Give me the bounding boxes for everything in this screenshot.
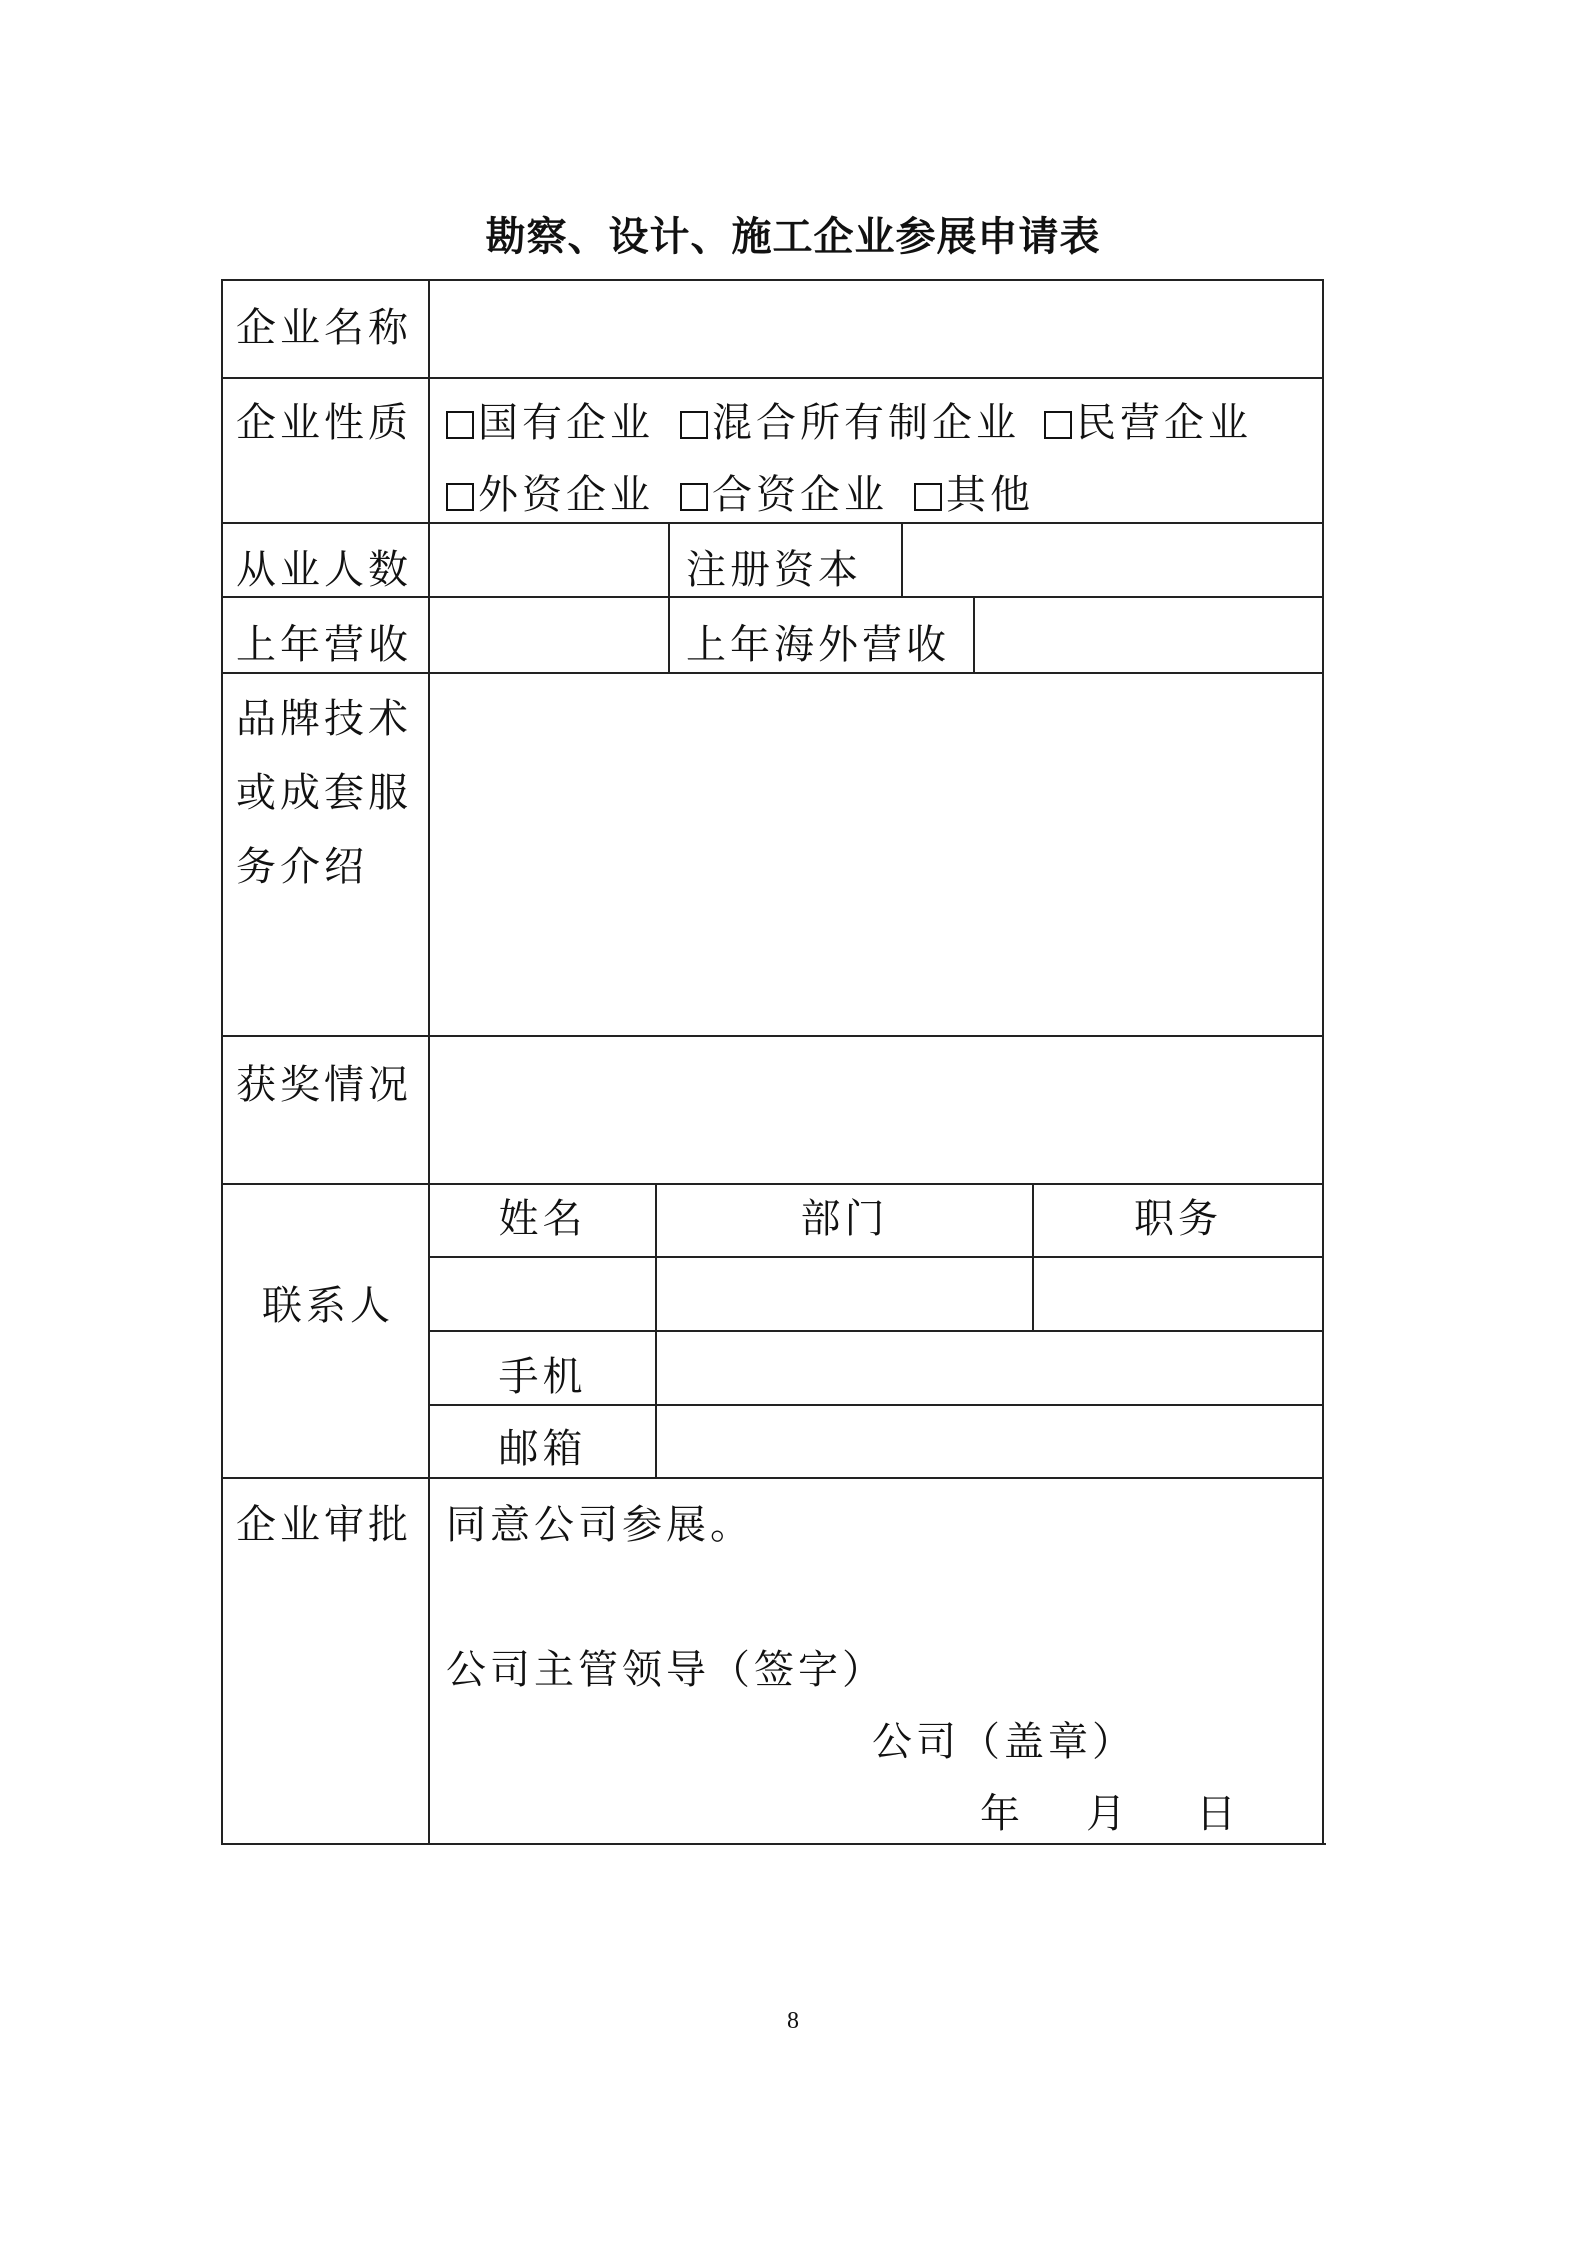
cell-divider	[901, 522, 903, 596]
brand-intro-field[interactable]	[432, 676, 1320, 1033]
row-divider	[221, 1183, 1324, 1185]
option-label: 民营企业	[1076, 400, 1252, 446]
brand-intro-label-line: 务介绍	[236, 844, 368, 890]
date-year: 年	[980, 1791, 1024, 1837]
registered-capital-label: 注册资本	[686, 547, 862, 593]
row-divider	[221, 522, 1324, 524]
form-title: 勘察、设计、施工企业参展申请表	[485, 214, 1101, 260]
nature-option-foreign[interactable]	[446, 471, 654, 519]
contact-name-field[interactable]	[432, 1260, 653, 1328]
checkbox[interactable]	[680, 483, 708, 511]
contact-label: 联系人	[262, 1283, 394, 1329]
contact-divider	[428, 1256, 1324, 1258]
option-label: 混合所有制企业	[712, 400, 1020, 446]
row-divider	[221, 377, 1324, 379]
contact-dept-field[interactable]	[659, 1260, 1030, 1328]
company-name-label: 企业名称	[236, 305, 412, 351]
nature-option-joint-venture[interactable]	[680, 471, 888, 519]
overseas-revenue-field[interactable]	[977, 600, 1320, 670]
label-column-divider	[428, 279, 430, 1845]
row-divider	[221, 1035, 1324, 1037]
checkbox[interactable]	[446, 483, 474, 511]
signature-label: 公司主管领导（签字）	[446, 1647, 886, 1693]
contact-phone-label: 手机	[498, 1354, 587, 1400]
approval-label: 企业审批	[236, 1502, 412, 1548]
option-label: 其他	[946, 472, 1034, 518]
contact-position-header: 职务	[1134, 1196, 1222, 1242]
nature-option-other[interactable]	[914, 471, 1034, 519]
cell-divider	[668, 522, 670, 672]
option-label: 合资企业	[712, 472, 888, 518]
last-year-revenue-label: 上年营收	[236, 622, 412, 668]
checkbox[interactable]	[680, 411, 708, 439]
nature-option-private[interactable]	[1044, 399, 1252, 447]
employees-label: 从业人数	[236, 547, 412, 593]
last-year-revenue-field[interactable]	[432, 600, 666, 670]
contact-email-label: 邮箱	[498, 1426, 587, 1472]
brand-intro-label-line: 或成套服	[236, 770, 412, 816]
approval-agree-text: 同意公司参展。	[446, 1502, 754, 1548]
table-border-top	[221, 279, 1324, 281]
checkbox[interactable]	[446, 411, 474, 439]
contact-name-header: 姓名	[498, 1196, 587, 1242]
page-number: 8	[787, 2008, 799, 2034]
contact-dept-header: 部门	[800, 1196, 889, 1242]
option-label: 外资企业	[478, 472, 654, 518]
cell-divider	[973, 596, 975, 672]
checkbox[interactable]	[1044, 411, 1072, 439]
awards-field[interactable]	[432, 1039, 1320, 1181]
row-divider	[221, 1477, 1324, 1479]
date-month: 月	[1086, 1791, 1130, 1837]
contact-email-field[interactable]	[659, 1408, 1320, 1475]
table-border-left	[221, 279, 223, 1845]
company-nature-label: 企业性质	[236, 400, 412, 446]
awards-label: 获奖情况	[236, 1062, 412, 1108]
overseas-revenue-label: 上年海外营收	[686, 622, 950, 668]
table-border-right	[1322, 279, 1324, 1845]
contact-divider	[428, 1330, 1324, 1332]
table-border-bottom	[221, 1843, 1326, 1845]
contact-divider	[428, 1404, 1324, 1406]
employees-field[interactable]	[432, 526, 666, 594]
nature-option-mixed-ownership[interactable]	[680, 399, 1020, 447]
row-divider	[221, 672, 1324, 674]
nature-option-state-owned[interactable]	[446, 399, 654, 447]
registered-capital-field[interactable]	[905, 526, 1320, 594]
checkbox[interactable]	[914, 483, 942, 511]
company-name-field[interactable]	[432, 283, 1320, 375]
contact-phone-field[interactable]	[659, 1334, 1320, 1402]
contact-position-field[interactable]	[1036, 1260, 1320, 1328]
row-divider	[221, 596, 1324, 598]
brand-intro-label-line: 品牌技术	[236, 696, 412, 742]
date-day: 日	[1196, 1791, 1240, 1837]
option-label: 国有企业	[478, 400, 654, 446]
seal-label: 公司（盖章）	[872, 1719, 1136, 1765]
